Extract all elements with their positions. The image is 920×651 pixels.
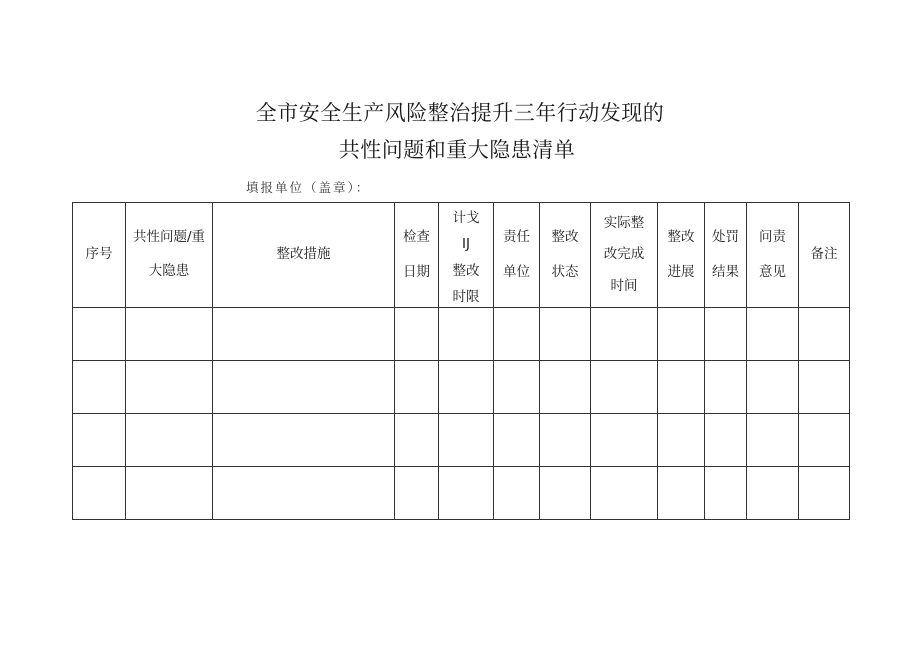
header-actual-completion-time (591, 203, 658, 308)
table-cell (540, 361, 591, 414)
header-label: 问责 意见 (759, 228, 786, 280)
table-cell (591, 467, 658, 520)
document-title-line-2: 共性问题和重大隐患清单 (338, 138, 576, 162)
table-cell (494, 414, 540, 467)
table-cell (591, 361, 658, 414)
table-cell (395, 414, 439, 467)
header-label: 处罚 结果 (712, 228, 739, 280)
header-common-issue (126, 203, 213, 308)
header-label: 共性问题/重 大隐患 (132, 229, 206, 279)
table-row (73, 308, 850, 361)
table-cell (395, 361, 439, 414)
header-remarks (799, 203, 850, 308)
table-cell (494, 467, 540, 520)
table-cell (213, 414, 395, 467)
table-cell (126, 308, 213, 361)
header-label: 备注 (810, 246, 838, 263)
table-cell (439, 308, 494, 361)
table-cell (540, 467, 591, 520)
table-cell (494, 361, 540, 414)
table-row (73, 467, 850, 520)
table-cell (73, 361, 126, 414)
header-penalty-result (705, 203, 747, 308)
header-label: 实际整 改完成 时间 (603, 215, 645, 294)
table-cell (747, 308, 799, 361)
document-title-line-1: 全市安全生产风险整治提升三年行动发现的 (255, 101, 665, 125)
fill-unit-label: 填报单位（盖章）： (246, 180, 371, 195)
table-cell (658, 308, 705, 361)
table-cell (494, 308, 540, 361)
header-label: 责任 单位 (503, 228, 530, 280)
header-label: 计戈 IJ 整改 时限 (452, 210, 480, 305)
table-cell (747, 361, 799, 414)
table-cell (395, 467, 439, 520)
table-cell (73, 308, 126, 361)
header-serial-number (73, 203, 126, 308)
table-cell (799, 308, 850, 361)
table-cell (540, 308, 591, 361)
table-cell (439, 414, 494, 467)
table-cell (658, 414, 705, 467)
table-cell (439, 361, 494, 414)
table-cell (439, 467, 494, 520)
header-accountability-opinion (747, 203, 799, 308)
header-label: 序号 (85, 246, 113, 263)
table-cell (73, 414, 126, 467)
header-label: 整改 进展 (667, 228, 695, 280)
header-rectification-measures (213, 203, 395, 308)
table-cell (705, 361, 747, 414)
table-cell (705, 414, 747, 467)
table-cell (747, 467, 799, 520)
table-row (73, 414, 850, 467)
table-cell (658, 361, 705, 414)
table-cell (126, 361, 213, 414)
table-cell (213, 361, 395, 414)
table-cell (395, 308, 439, 361)
table-header-row (73, 203, 850, 308)
table-cell (126, 467, 213, 520)
table-cell (799, 361, 850, 414)
header-planned-deadline (439, 203, 494, 308)
table-cell (705, 308, 747, 361)
table-cell (126, 414, 213, 467)
header-label: 整改 状态 (551, 228, 579, 280)
table-cell (540, 414, 591, 467)
table-cell (591, 414, 658, 467)
table-cell (705, 467, 747, 520)
table-cell (747, 414, 799, 467)
header-rectification-progress (658, 203, 705, 308)
header-label: 整改措施 (276, 246, 331, 263)
table-row (73, 361, 850, 414)
table-cell (213, 308, 395, 361)
table-cell (591, 308, 658, 361)
table-cell (658, 467, 705, 520)
table-cell (799, 414, 850, 467)
table-cell (73, 467, 126, 520)
header-rectification-status (540, 203, 591, 308)
hazard-list-table (72, 202, 850, 520)
header-inspection-date (395, 203, 439, 308)
table-cell (213, 467, 395, 520)
header-responsible-unit (494, 203, 540, 308)
header-label: 检查 日期 (403, 228, 430, 280)
table-cell (799, 467, 850, 520)
